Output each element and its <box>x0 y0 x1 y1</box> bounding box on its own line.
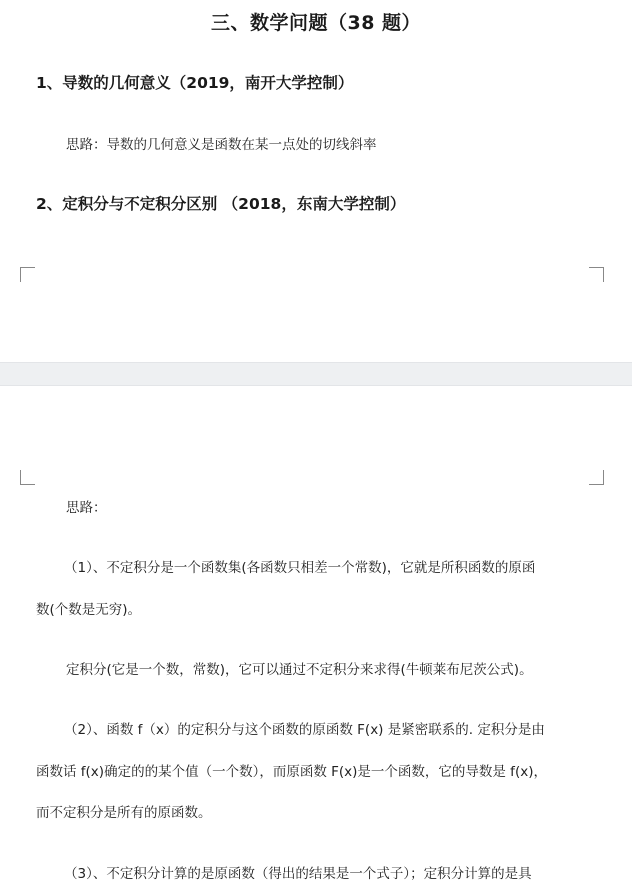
section-title: 三、数学问题（38 题） <box>210 12 422 34</box>
paragraph-3-line-3: 而不定积分是所有的原函数。 <box>36 805 212 821</box>
question-1-heading: 1、导数的几何意义（2019，南开大学控制） <box>36 74 354 92</box>
page-corner-mark <box>589 267 604 282</box>
paragraph-3-line-2: 函数话 f(x)确定的的某个值（一个数），而原函数 F(x)是一个函数，它的导数是 f(x)， <box>36 764 547 780</box>
page-corner-mark <box>589 470 604 485</box>
paragraph-1-line-1: （1）、不定积分是一个函数集(各函数只相差一个常数)，它就是所积函数的原函 <box>64 560 536 576</box>
question-2-idea-label: 思路： <box>66 500 107 516</box>
document-page-1 <box>0 0 632 362</box>
question-2-heading: 2、定积分与不定积分区别 （2018，东南大学控制） <box>36 195 406 213</box>
paragraph-3-line-1: （2）、函数 f（x）的定积分与这个函数的原函数 F(x) 是紧密联系的. 定积分是由 <box>64 722 545 738</box>
page-corner-mark <box>20 267 35 282</box>
paragraph-4-line-1: （3）、不定积分计算的是原函数（得出的结果是一个式子）；定积分计算的是具 <box>64 866 532 882</box>
page-corner-mark <box>20 470 35 485</box>
paragraph-2: 定积分(它是一个数，常数)，它可以通过不定积分来求得(牛顿莱布尼茨公式)。 <box>66 662 533 678</box>
question-1-idea: 思路：导数的几何意义是函数在某一点处的切线斜率 <box>66 137 377 153</box>
paragraph-1-line-2: 数(个数是无穷)。 <box>36 602 142 618</box>
page-break-gap <box>0 362 632 386</box>
